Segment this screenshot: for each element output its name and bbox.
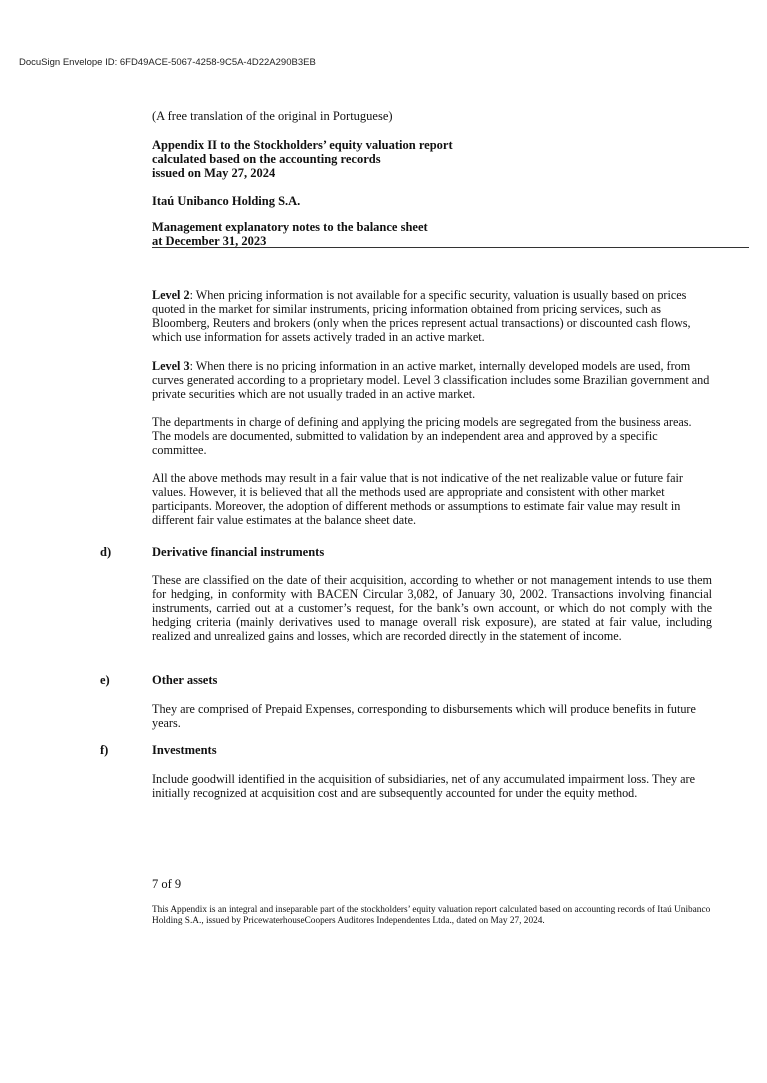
footer-note: This Appendix is an integral and inseparable part of the stockholders’ equity valuation report calculated based on accounting records of Itaú Unibanco Holding S.A., issued by PricewaterhouseCoopers Auditores Independentes Ltda., dated on May 27, 2024. — [152, 905, 711, 926]
notes-title-line-2: at December 31, 2023 — [152, 234, 267, 248]
section-f-text: Include goodwill identified in the acquisition of subsidiaries, net of any accumulated impairment loss. They are initially recognized at acquisition cost and are subsequently accounted for under the equity method. — [152, 772, 695, 800]
level-3-label: Level 3 — [152, 359, 190, 373]
section-f-title: Investments — [152, 743, 217, 757]
notes-title-line-1: Management explanatory notes to the balance sheet — [152, 220, 428, 234]
level-3-text: : When there is no pricing information in an active market, internally developed models are used, from curves generated according to a proprietary model. Level 3 classification includes some Brazilian government and private securities which are not usually traded in an active market. — [152, 359, 710, 401]
appendix-title — [152, 138, 453, 180]
docusign-envelope-id: DocuSign Envelope ID: 6FD49ACE-5067-4258-9C5A-4D22A290B3EB — [19, 57, 316, 68]
appendix-title-line-2: calculated based on the accounting records — [152, 152, 381, 166]
level-2-text: : When pricing information is not available for a specific security, valuation is usually based on prices quoted in the market for similar instruments, pricing information obtained from pricing services, such as Bloomberg, Reuters and brokers (only when the prices represent actual transactions) or discounted cash flows, which use information for assets actively traded in an active market. — [152, 288, 691, 344]
section-e-title: Other assets — [152, 673, 218, 687]
section-d-text: These are classified on the date of their acquisition, according to whether or not management intends to use them for hedging, in conformity with BACEN Circular 3,082, of January 30, 2002. Transactions involving financial instruments, carried out at a customer’s request, for the bank’s own account, or which do not comply with the hedging criteria (mainly derivatives used to manage overall risk exposure), are stated at fair value, including realized and unrealized gains and losses, which are recorded directly in the statement of income. — [152, 573, 712, 643]
section-d-title: Derivative financial instruments — [152, 545, 325, 559]
section-e-text: They are comprised of Prepaid Expenses, corresponding to disbursements which will produce benefits in future years. — [152, 702, 696, 730]
departments-paragraph: The departments in charge of defining and applying the pricing models are segregated from the business areas. The models are documented, submitted to validation by an independent area and approved by a specific committee. — [152, 415, 692, 457]
header-divider — [152, 247, 749, 248]
section-f-letter: f) — [100, 743, 109, 757]
level-3-paragraph — [152, 359, 712, 401]
section-d-letter: d) — [100, 545, 112, 559]
section-e-letter: e) — [100, 673, 110, 687]
translation-note: (A free translation of the original in Portuguese) — [152, 109, 393, 123]
methods-paragraph: All the above methods may result in a fair value that is not indicative of the net realizable value or future fair values. However, it is believed that all the methods used are appropriate and consistent with other market participants. Moreover, the adoption of different methods or assumptions to estimate fair value may result in different fair value estimates at the balance sheet date. — [152, 471, 683, 527]
notes-title — [152, 220, 428, 248]
appendix-title-line-1: Appendix II to the Stockholders’ equity valuation report — [152, 138, 453, 152]
appendix-title-line-3: issued on May 27, 2024 — [152, 166, 276, 180]
level-2-label: Level 2 — [152, 288, 190, 302]
company-name: Itaú Unibanco Holding S.A. — [152, 194, 301, 208]
level-2-paragraph — [152, 288, 712, 344]
page-number: 7 of 9 — [152, 877, 182, 891]
